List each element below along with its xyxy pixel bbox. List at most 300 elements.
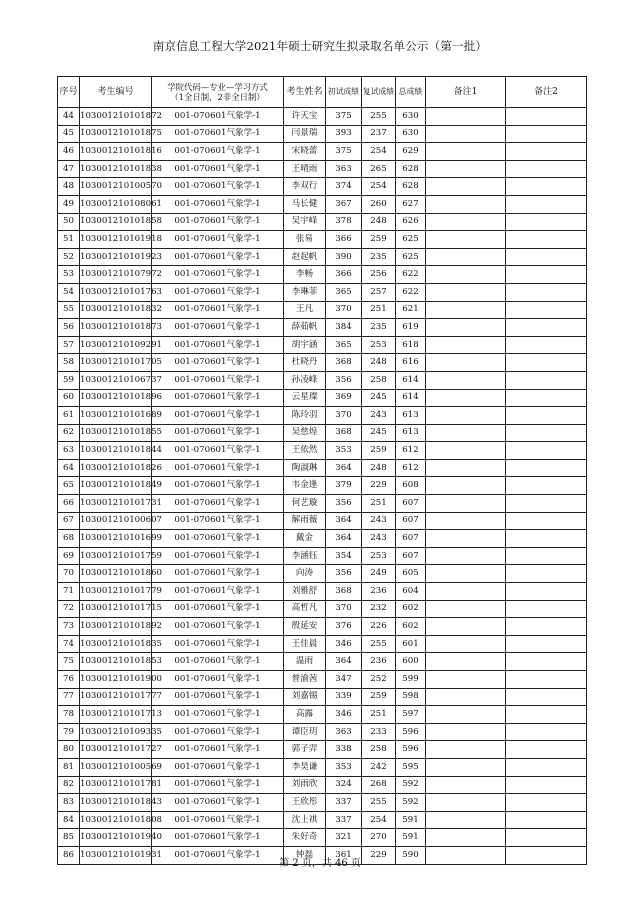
cell-note1: [426, 794, 506, 812]
cell-initial-score: 361: [326, 846, 362, 864]
cell-program: 001-070601气象学-1: [152, 635, 284, 653]
cell-name: 陶淑琳: [284, 459, 326, 477]
cell-program: 001-070601气象学-1: [152, 829, 284, 847]
cell-name: 高露: [284, 706, 326, 724]
cell-initial-score: 337: [326, 811, 362, 829]
cell-total-score: 599: [396, 671, 426, 689]
cell-retest-score: 226: [362, 618, 396, 636]
cell-retest-score: 257: [362, 283, 396, 301]
cell-candidate-no: 103001210101918: [80, 231, 152, 249]
cell-initial-score: 368: [326, 583, 362, 601]
cell-program: 001-070601气象学-1: [152, 671, 284, 689]
cell-seq: 49: [58, 195, 80, 213]
cell-note2: [506, 512, 587, 530]
cell-retest-score: 242: [362, 758, 396, 776]
cell-retest-score: 251: [362, 495, 396, 513]
cell-initial-score: 339: [326, 688, 362, 706]
cell-note1: [426, 319, 506, 337]
document-title: 南京信息工程大学2021年硕士研究生拟录取名单公示（第一批）: [152, 39, 488, 53]
cell-name: 吴慈煌: [284, 424, 326, 442]
cell-note1: [426, 829, 506, 847]
table-row: [58, 512, 587, 530]
table-row: [58, 125, 587, 143]
cell-note2: [506, 231, 587, 249]
cell-note1: [426, 143, 506, 161]
cell-name: 韦金逢: [284, 477, 326, 495]
cell-program: 001-070601气象学-1: [152, 407, 284, 425]
cell-initial-score: 370: [326, 600, 362, 618]
cell-note2: [506, 442, 587, 460]
cell-candidate-no: 103001210101855: [80, 424, 152, 442]
cell-name: 何艺璇: [284, 495, 326, 513]
cell-seq: 81: [58, 758, 80, 776]
cell-seq: 78: [58, 706, 80, 724]
cell-program: 001-070601气象学-1: [152, 758, 284, 776]
cell-program: 001-070601气象学-1: [152, 195, 284, 213]
cell-name: 王佳晨: [284, 635, 326, 653]
cell-note1: [426, 512, 506, 530]
cell-total-score: 607: [396, 512, 426, 530]
cell-initial-score: 379: [326, 477, 362, 495]
cell-note2: [506, 407, 587, 425]
cell-program: 001-070601气象学-1: [152, 846, 284, 864]
table-row: [58, 477, 587, 495]
cell-name: 温雨: [284, 653, 326, 671]
cell-retest-score: 255: [362, 794, 396, 812]
cell-initial-score: 364: [326, 653, 362, 671]
cell-retest-score: 259: [362, 688, 396, 706]
cell-program: 001-070601气象学-1: [152, 160, 284, 178]
cell-seq: 77: [58, 688, 80, 706]
cell-note2: [506, 653, 587, 671]
cell-retest-score: 253: [362, 547, 396, 565]
cell-note1: [426, 301, 506, 319]
cell-note1: [426, 600, 506, 618]
cell-program: 001-070601气象学-1: [152, 266, 284, 284]
table-row: [58, 301, 587, 319]
header-retest-score: 复试成绩: [362, 77, 396, 108]
cell-initial-score: 346: [326, 635, 362, 653]
cell-program: 001-070601气象学-1: [152, 178, 284, 196]
cell-retest-score: 229: [362, 477, 396, 495]
cell-candidate-no: 103001210101715: [80, 600, 152, 618]
table-row: [58, 389, 587, 407]
cell-name: 薛茹帆: [284, 319, 326, 337]
cell-seq: 46: [58, 143, 80, 161]
cell-retest-score: 248: [362, 459, 396, 477]
cell-seq: 85: [58, 829, 80, 847]
cell-program: 001-070601气象学-1: [152, 776, 284, 794]
cell-note1: [426, 653, 506, 671]
cell-note1: [426, 407, 506, 425]
cell-name: 沈上祺: [284, 811, 326, 829]
cell-candidate-no: 103001210101849: [80, 477, 152, 495]
cell-seq: 75: [58, 653, 80, 671]
header-note2: 备注2: [506, 77, 587, 108]
cell-note1: [426, 108, 506, 126]
table-row: [58, 776, 587, 794]
cell-note1: [426, 635, 506, 653]
cell-initial-score: 346: [326, 706, 362, 724]
cell-note2: [506, 424, 587, 442]
cell-total-score: 630: [396, 125, 426, 143]
cell-seq: 44: [58, 108, 80, 126]
cell-note1: [426, 125, 506, 143]
cell-program: 001-070601气象学-1: [152, 741, 284, 759]
cell-total-score: 616: [396, 354, 426, 372]
cell-seq: 68: [58, 530, 80, 548]
cell-candidate-no: 103001210101896: [80, 389, 152, 407]
cell-program: 001-070601气象学-1: [152, 248, 284, 266]
cell-note1: [426, 266, 506, 284]
cell-candidate-no: 103001210100569: [80, 758, 152, 776]
header-program: [152, 77, 284, 108]
cell-seq: 70: [58, 565, 80, 583]
cell-note2: [506, 758, 587, 776]
cell-retest-score: 252: [362, 671, 396, 689]
cell-retest-score: 229: [362, 846, 396, 864]
cell-total-score: 607: [396, 495, 426, 513]
cell-note1: [426, 442, 506, 460]
cell-name: 李畅: [284, 266, 326, 284]
cell-seq: 79: [58, 723, 80, 741]
cell-note2: [506, 266, 587, 284]
cell-note2: [506, 776, 587, 794]
cell-candidate-no: 103001210101763: [80, 283, 152, 301]
cell-total-score: 592: [396, 776, 426, 794]
cell-retest-score: 268: [362, 776, 396, 794]
cell-note2: [506, 301, 587, 319]
cell-name: 王欣彤: [284, 794, 326, 812]
table-row: [58, 160, 587, 178]
cell-note1: [426, 424, 506, 442]
cell-total-score: 601: [396, 635, 426, 653]
cell-note1: [426, 354, 506, 372]
cell-retest-score: 251: [362, 706, 396, 724]
cell-note2: [506, 706, 587, 724]
table-row: [58, 635, 587, 653]
cell-note1: [426, 231, 506, 249]
cell-name: 曾渝茜: [284, 671, 326, 689]
cell-candidate-no: 103001210101900: [80, 671, 152, 689]
cell-seq: 50: [58, 213, 80, 231]
cell-initial-score: 347: [326, 671, 362, 689]
cell-note2: [506, 530, 587, 548]
cell-seq: 51: [58, 231, 80, 249]
cell-seq: 47: [58, 160, 80, 178]
cell-initial-score: 376: [326, 618, 362, 636]
cell-note2: [506, 600, 587, 618]
table-row: [58, 442, 587, 460]
cell-initial-score: 353: [326, 442, 362, 460]
cell-seq: 80: [58, 741, 80, 759]
cell-program: 001-070601气象学-1: [152, 143, 284, 161]
cell-name: 胡宇涵: [284, 336, 326, 354]
cell-retest-score: 251: [362, 301, 396, 319]
cell-retest-score: 245: [362, 424, 396, 442]
cell-seq: 59: [58, 371, 80, 389]
table-row: [58, 811, 587, 829]
cell-initial-score: 378: [326, 213, 362, 231]
cell-candidate-no: 103001210101759: [80, 547, 152, 565]
cell-retest-score: 235: [362, 248, 396, 266]
cell-initial-score: 364: [326, 459, 362, 477]
cell-initial-score: 321: [326, 829, 362, 847]
table-row: [58, 354, 587, 372]
cell-retest-score: 255: [362, 108, 396, 126]
cell-note2: [506, 160, 587, 178]
cell-note2: [506, 125, 587, 143]
cell-total-score: 628: [396, 160, 426, 178]
cell-candidate-no: 103001210101858: [80, 213, 152, 231]
cell-retest-score: 243: [362, 407, 396, 425]
cell-note2: [506, 495, 587, 513]
cell-name: 宋晓蕾: [284, 143, 326, 161]
cell-note2: [506, 371, 587, 389]
cell-total-score: 596: [396, 723, 426, 741]
cell-total-score: 627: [396, 195, 426, 213]
cell-name: 高哲凡: [284, 600, 326, 618]
cell-note2: [506, 213, 587, 231]
cell-name: 孙凌峰: [284, 371, 326, 389]
table-row: [58, 600, 587, 618]
cell-candidate-no: 103001210101779: [80, 583, 152, 601]
cell-name: 刘雨欣: [284, 776, 326, 794]
cell-program: 001-070601气象学-1: [152, 301, 284, 319]
cell-seq: 71: [58, 583, 80, 601]
table-body: [58, 108, 587, 865]
cell-retest-score: 254: [362, 178, 396, 196]
cell-name: 王依然: [284, 442, 326, 460]
cell-retest-score: 256: [362, 266, 396, 284]
cell-initial-score: 368: [326, 354, 362, 372]
cell-candidate-no: 103001210101713: [80, 706, 152, 724]
cell-candidate-no: 103001210101731: [80, 495, 152, 513]
cell-candidate-no: 103001210101727: [80, 741, 152, 759]
cell-program: 001-070601气象学-1: [152, 336, 284, 354]
cell-total-score: 607: [396, 547, 426, 565]
cell-total-score: 625: [396, 231, 426, 249]
cell-total-score: 629: [396, 143, 426, 161]
cell-seq: 58: [58, 354, 80, 372]
table-row: [58, 547, 587, 565]
cell-retest-score: 248: [362, 213, 396, 231]
cell-note2: [506, 389, 587, 407]
cell-note2: [506, 635, 587, 653]
cell-candidate-no: 103001210101781: [80, 776, 152, 794]
cell-retest-score: 260: [362, 195, 396, 213]
cell-name: 云星璨: [284, 389, 326, 407]
table-row: [58, 143, 587, 161]
cell-retest-score: 236: [362, 583, 396, 601]
cell-note1: [426, 283, 506, 301]
cell-note1: [426, 811, 506, 829]
header-note1: 备注1: [426, 77, 506, 108]
cell-total-score: 630: [396, 108, 426, 126]
cell-initial-score: 367: [326, 195, 362, 213]
cell-note1: [426, 530, 506, 548]
admission-table: [57, 76, 587, 865]
cell-name: 闫景瑞: [284, 125, 326, 143]
cell-name: 向涛: [284, 565, 326, 583]
cell-seq: 60: [58, 389, 80, 407]
cell-total-score: 619: [396, 319, 426, 337]
table-row: [58, 407, 587, 425]
cell-note1: [426, 371, 506, 389]
cell-note1: [426, 195, 506, 213]
cell-note1: [426, 706, 506, 724]
cell-total-score: 626: [396, 213, 426, 231]
cell-note2: [506, 688, 587, 706]
cell-retest-score: 255: [362, 635, 396, 653]
cell-candidate-no: 103001210101875: [80, 125, 152, 143]
table-row: [58, 178, 587, 196]
cell-program: 001-070601气象学-1: [152, 283, 284, 301]
table-row: [58, 583, 587, 601]
cell-retest-score: 245: [362, 389, 396, 407]
cell-initial-score: 370: [326, 407, 362, 425]
cell-candidate-no: 103001210101832: [80, 301, 152, 319]
cell-name: 戴金: [284, 530, 326, 548]
cell-retest-score: 254: [362, 143, 396, 161]
cell-retest-score: 253: [362, 336, 396, 354]
cell-note2: [506, 811, 587, 829]
table-row: [58, 794, 587, 812]
cell-note2: [506, 336, 587, 354]
cell-candidate-no: 103001210101931: [80, 846, 152, 864]
table-row: [58, 530, 587, 548]
cell-candidate-no: 103001210101872: [80, 108, 152, 126]
cell-seq: 72: [58, 600, 80, 618]
cell-initial-score: 356: [326, 565, 362, 583]
cell-total-score: 602: [396, 618, 426, 636]
cell-note2: [506, 477, 587, 495]
cell-name: 刘嘉锡: [284, 688, 326, 706]
cell-total-score: 595: [396, 758, 426, 776]
cell-program: 001-070601气象学-1: [152, 459, 284, 477]
cell-total-score: 600: [396, 653, 426, 671]
cell-retest-score: 243: [362, 512, 396, 530]
cell-seq: 62: [58, 424, 80, 442]
cell-total-score: 628: [396, 178, 426, 196]
cell-name: 李琳菲: [284, 283, 326, 301]
cell-initial-score: 337: [326, 794, 362, 812]
cell-name: 李昊谦: [284, 758, 326, 776]
table-row: [58, 319, 587, 337]
cell-program: 001-070601气象学-1: [152, 495, 284, 513]
cell-initial-score: 366: [326, 231, 362, 249]
cell-initial-score: 356: [326, 495, 362, 513]
cell-program: 001-070601气象学-1: [152, 583, 284, 601]
cell-program: 001-070601气象学-1: [152, 213, 284, 231]
cell-note2: [506, 354, 587, 372]
cell-note1: [426, 178, 506, 196]
cell-name: 殷延安: [284, 618, 326, 636]
cell-note1: [426, 213, 506, 231]
cell-note2: [506, 319, 587, 337]
cell-note1: [426, 741, 506, 759]
cell-retest-score: 248: [362, 354, 396, 372]
cell-candidate-no: 103001210101808: [80, 811, 152, 829]
table-row: [58, 424, 587, 442]
table-row: [58, 266, 587, 284]
cell-initial-score: 369: [326, 389, 362, 407]
table-row: [58, 459, 587, 477]
table-row: [58, 231, 587, 249]
table-row: [58, 618, 587, 636]
cell-total-score: 612: [396, 459, 426, 477]
cell-program: 001-070601气象学-1: [152, 530, 284, 548]
cell-program: 001-070601气象学-1: [152, 125, 284, 143]
header-program-line1: 学院代码—专业—学习方式: [167, 82, 268, 92]
cell-name: 谭臣玥: [284, 723, 326, 741]
cell-program: 001-070601气象学-1: [152, 706, 284, 724]
cell-note1: [426, 618, 506, 636]
cell-candidate-no: 103001210109335: [80, 723, 152, 741]
table-row: [58, 195, 587, 213]
cell-note1: [426, 565, 506, 583]
cell-total-score: 614: [396, 371, 426, 389]
cell-name: 解雨薇: [284, 512, 326, 530]
cell-initial-score: 375: [326, 143, 362, 161]
cell-seq: 53: [58, 266, 80, 284]
table-row: [58, 758, 587, 776]
cell-program: 001-070601气象学-1: [152, 424, 284, 442]
cell-candidate-no: 103001210108061: [80, 195, 152, 213]
cell-total-score: 592: [396, 794, 426, 812]
cell-note2: [506, 143, 587, 161]
cell-seq: 84: [58, 811, 80, 829]
cell-total-score: 622: [396, 266, 426, 284]
table-row: [58, 723, 587, 741]
cell-candidate-no: 103001210100607: [80, 512, 152, 530]
cell-seq: 45: [58, 125, 80, 143]
cell-seq: 61: [58, 407, 80, 425]
header-seq: 序号: [58, 77, 80, 108]
cell-note1: [426, 389, 506, 407]
cell-initial-score: 364: [326, 512, 362, 530]
cell-name: 许天宝: [284, 108, 326, 126]
cell-note2: [506, 459, 587, 477]
cell-seq: 83: [58, 794, 80, 812]
cell-retest-score: 232: [362, 600, 396, 618]
header-candidate-no: 考生编号: [80, 77, 152, 108]
cell-candidate-no: 103001210101892: [80, 618, 152, 636]
table-row: [58, 741, 587, 759]
cell-note1: [426, 477, 506, 495]
cell-total-score: 591: [396, 829, 426, 847]
cell-seq: 74: [58, 635, 80, 653]
cell-retest-score: 254: [362, 811, 396, 829]
cell-name: 吴宇峰: [284, 213, 326, 231]
table-row: [58, 653, 587, 671]
cell-initial-score: 364: [326, 530, 362, 548]
cell-note2: [506, 671, 587, 689]
cell-total-score: 612: [396, 442, 426, 460]
cell-seq: 64: [58, 459, 80, 477]
cell-retest-score: 233: [362, 723, 396, 741]
cell-initial-score: 363: [326, 160, 362, 178]
cell-note1: [426, 459, 506, 477]
page-footer: 第 2 页，共 46 页: [279, 858, 361, 869]
cell-program: 001-070601气象学-1: [152, 618, 284, 636]
cell-note2: [506, 248, 587, 266]
cell-initial-score: 365: [326, 283, 362, 301]
cell-note2: [506, 794, 587, 812]
cell-total-score: 605: [396, 565, 426, 583]
table-row: [58, 829, 587, 847]
table-row: [58, 336, 587, 354]
